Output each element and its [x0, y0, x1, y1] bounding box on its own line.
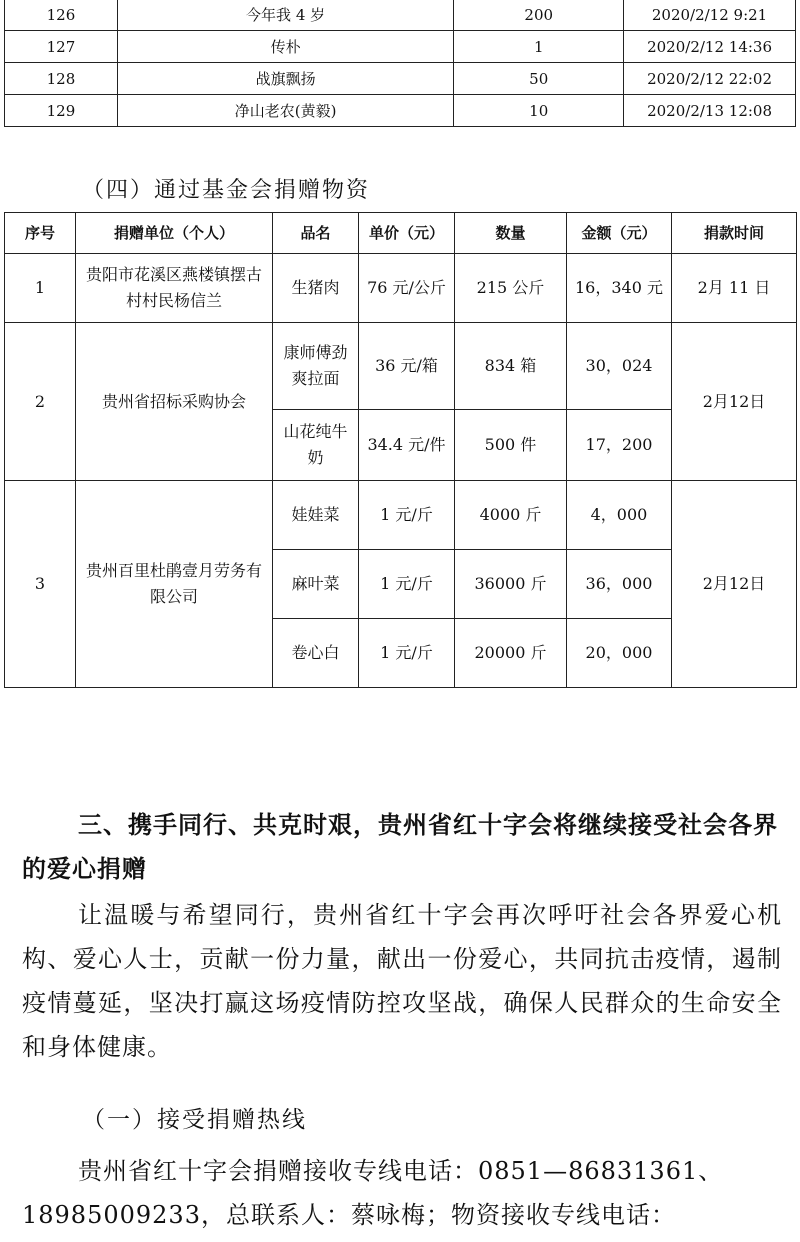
quantity-cell: 834 箱 [455, 323, 567, 410]
row-number-cell: 128 [5, 63, 118, 95]
table-row [5, 0, 796, 31]
hotline-paragraph: 贵州省红十字会捐赠接收专线电话：0851—86831361、18985009233，总联系人：蔡咏梅；物资接收专线电话： [22, 1157, 724, 1229]
quantity-cell: 20000 斤 [455, 619, 567, 688]
table-row [5, 254, 797, 323]
quantity-cell: 4000 斤 [455, 481, 567, 550]
unit-price-cell: 34.4 元/件 [359, 410, 455, 481]
time-cell: 2020/2/12 22:02 [624, 63, 796, 95]
amount-cell: 20，000 [567, 619, 672, 688]
header-cell: 品名 [273, 213, 359, 254]
product-cell: 麻叶菜 [273, 550, 359, 619]
donor-name-cell: 今年我 4 岁 [117, 0, 453, 31]
section-four-heading: （四）通过基金会捐赠物资 [82, 178, 371, 203]
cash-donation-table-continued [4, 0, 796, 127]
header-cell: 捐赠单位（个人） [76, 213, 273, 254]
donor-cell: 贵州百里杜鹃壹月劳务有限公司 [76, 481, 273, 688]
row-number-cell: 129 [5, 95, 118, 127]
amount-cell: 1 [454, 31, 624, 63]
amount-cell: 10 [454, 95, 624, 127]
table-row [5, 95, 796, 127]
product-cell: 康师傅劲爽拉面 [273, 323, 359, 410]
header-cell: 序号 [5, 213, 76, 254]
donation-date-cell: 2月 11 日 [672, 254, 797, 323]
row-number-cell: 3 [5, 481, 76, 688]
row-number-cell: 127 [5, 31, 118, 63]
time-cell: 2020/2/13 12:08 [624, 95, 796, 127]
donor-name-cell: 净山老农(黄毅) [117, 95, 453, 127]
table-row [5, 481, 797, 550]
unit-price-cell: 36 元/箱 [359, 323, 455, 410]
row-number-cell: 2 [5, 323, 76, 481]
time-cell: 2020/2/12 9:21 [624, 0, 796, 31]
donation-date-cell: 2月12日 [672, 323, 797, 481]
table-row [5, 63, 796, 95]
product-cell: 卷心白 [273, 619, 359, 688]
amount-cell: 50 [454, 63, 624, 95]
donation-hotline-heading: （一）接受捐赠热线 [82, 1107, 307, 1133]
unit-price-cell: 1 元/斤 [359, 619, 455, 688]
product-cell: 山花纯牛奶 [273, 410, 359, 481]
table-header-row [5, 213, 797, 254]
quantity-cell: 500 件 [455, 410, 567, 481]
product-cell: 生猪肉 [273, 254, 359, 323]
unit-price-cell: 76 元/公斤 [359, 254, 455, 323]
amount-cell: 16，340 元 [567, 254, 672, 323]
row-number-cell: 1 [5, 254, 76, 323]
product-cell: 娃娃菜 [273, 481, 359, 550]
amount-cell: 4，000 [567, 481, 672, 550]
header-cell: 数量 [455, 213, 567, 254]
time-cell: 2020/2/12 14:36 [624, 31, 796, 63]
quantity-cell: 215 公斤 [455, 254, 567, 323]
goods-donation-table [4, 212, 797, 688]
unit-price-cell: 1 元/斤 [359, 550, 455, 619]
appeal-paragraph: 让温暖与希望同行，贵州省红十字会再次呼吁社会各界爱心机构、爱心人士，贡献一份力量，献出一份爱心，共同抗击疫情，遏制疫情蔓延，坚决打赢这场疫情防控攻坚战，确保人民群众的生命安全和身体健康。 [22, 901, 782, 1061]
donation-date-cell: 2月12日 [672, 481, 797, 688]
amount-cell: 200 [454, 0, 624, 31]
row-number-cell: 126 [5, 0, 118, 31]
donor-name-cell: 传朴 [117, 31, 453, 63]
header-cell: 捐款时间 [672, 213, 797, 254]
donor-cell: 贵阳市花溪区燕楼镇摆古村村民杨信兰 [76, 254, 273, 323]
quantity-cell: 36000 斤 [455, 550, 567, 619]
header-cell: 金额（元） [567, 213, 672, 254]
table-row [5, 323, 797, 410]
section-three-heading: 三、携手同行、共克时艰，贵州省红十字会将继续接受社会各界的爱心捐赠 [22, 811, 778, 883]
unit-price-cell: 1 元/斤 [359, 481, 455, 550]
amount-cell: 17，200 [567, 410, 672, 481]
amount-cell: 30，024 [567, 323, 672, 410]
donor-name-cell: 战旗飘扬 [117, 63, 453, 95]
table-row [5, 31, 796, 63]
amount-cell: 36，000 [567, 550, 672, 619]
header-cell: 单价（元） [359, 213, 455, 254]
donor-cell: 贵州省招标采购协会 [76, 323, 273, 481]
